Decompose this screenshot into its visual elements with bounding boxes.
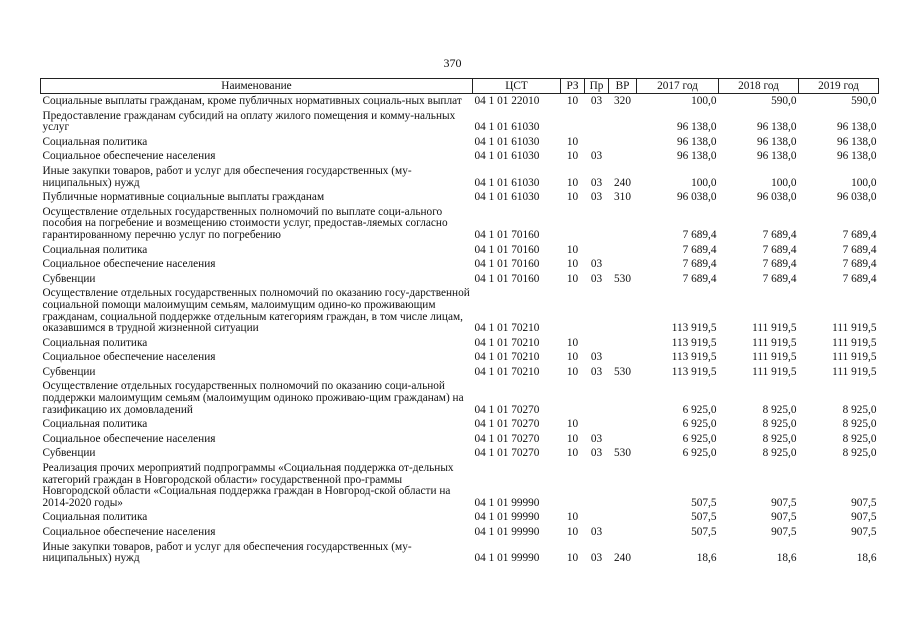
row-rz: 10	[566, 176, 579, 189]
row-cst: 04 1 01 70210	[474, 336, 540, 349]
row-rz: 10	[566, 432, 579, 445]
row-value-2018: 7 689,4	[762, 272, 797, 285]
row-pr	[585, 243, 609, 258]
table-row	[41, 336, 879, 351]
row-value-2017: 7 689,4	[682, 243, 717, 256]
row-name: Социальная политика	[42, 418, 148, 431]
table-row	[41, 272, 879, 287]
row-value-2017: 507,5	[691, 496, 717, 509]
row-cst: 04 1 01 99990	[474, 496, 540, 509]
row-value-2019: 7 689,4	[842, 243, 877, 256]
row-value-2017: 6 925,0	[682, 432, 717, 445]
row-value-2017: 96 038,0	[676, 191, 717, 204]
row-value-2019: 96 138,0	[836, 135, 877, 148]
row-value-2017: 96 138,0	[676, 150, 717, 163]
row-name: Осуществление отдельных государственных полномочий по выплате соци-ального пособия на погребение и возмещению стоимости услуг, предостав-ляемых согласно гарантированному перечню услуг по погребению	[42, 205, 448, 241]
table-row	[41, 540, 879, 566]
row-value-2019: 111 919,5	[832, 336, 877, 349]
row-name: Иные закупки товаров, работ и услуг для обеспечения государственных (му-ниципальных) нужд	[42, 540, 412, 565]
row-pr: 03	[590, 258, 603, 271]
row-pr: 03	[590, 191, 603, 204]
row-value-2018: 111 919,5	[752, 351, 797, 364]
page-number: 370	[443, 56, 462, 70]
row-name: Субвенции	[42, 365, 96, 378]
row-value-2019: 7 689,4	[842, 228, 877, 241]
row-value-2018: 96 138,0	[756, 150, 797, 163]
row-cst: 04 1 01 70160	[474, 228, 540, 241]
row-value-2018: 7 689,4	[762, 228, 797, 241]
row-cst: 04 1 01 70270	[474, 432, 540, 445]
row-vr	[609, 336, 637, 351]
row-pr: 03	[590, 526, 603, 538]
row-value-2019: 111 919,5	[832, 322, 877, 335]
row-name: Иные закупки товаров, работ и услуг для обеспечения государственных (му-ниципальных) нужд	[42, 164, 412, 189]
row-rz: 10	[566, 511, 579, 524]
row-value-2018: 590,0	[771, 95, 797, 107]
row-pr: 03	[590, 150, 603, 163]
row-value-2017: 18,6	[696, 552, 717, 565]
table-row	[41, 243, 879, 258]
table-header-row	[41, 79, 879, 94]
row-pr	[585, 417, 609, 432]
table-row	[41, 94, 879, 109]
row-cst: 04 1 01 61030	[474, 191, 540, 204]
row-value-2019: 8 925,0	[842, 447, 877, 460]
row-value-2018: 100,0	[771, 176, 797, 189]
row-value-2017: 113 919,5	[671, 365, 717, 378]
row-name: Социальная политика	[42, 135, 148, 148]
row-pr: 03	[590, 272, 603, 285]
row-value-2018: 907,5	[771, 496, 797, 509]
row-name: Социальное обеспечение населения	[42, 150, 216, 163]
row-value-2019: 18,6	[856, 552, 877, 565]
row-rz: 10	[566, 258, 579, 271]
table-row	[41, 510, 879, 525]
row-value-2019: 8 925,0	[842, 432, 877, 445]
table-row	[41, 379, 879, 417]
row-cst: 04 1 01 99990	[474, 552, 540, 565]
row-cst: 04 1 01 70270	[474, 403, 540, 416]
row-cst: 04 1 01 22010	[474, 95, 540, 107]
row-vr	[609, 135, 637, 150]
row-cst: 04 1 01 61030	[474, 135, 540, 148]
row-name: Реализация прочих мероприятий подпрограммы «Социальная поддержка от-дельных категорий граждан в Новгородской области» государственной про-граммы Новгородской области «Социальная поддержка граждан в Новгород-ской области на 2014-2020 годы»	[42, 462, 454, 509]
row-value-2019: 8 925,0	[842, 403, 877, 416]
row-value-2017: 96 138,0	[676, 121, 717, 134]
row-pr	[585, 379, 609, 417]
table-row	[41, 109, 879, 135]
header-rz: РЗ	[561, 79, 585, 94]
row-value-2018: 8 925,0	[762, 403, 797, 416]
row-value-2017: 6 925,0	[682, 447, 717, 460]
row-value-2018: 96 138,0	[756, 135, 797, 148]
table-row	[41, 257, 879, 272]
row-value-2017: 100,0	[691, 176, 717, 189]
row-name: Социальная политика	[42, 243, 148, 256]
row-vr	[609, 432, 637, 447]
row-value-2019: 96 138,0	[836, 121, 877, 134]
row-rz: 10	[566, 336, 579, 349]
row-name: Социальное обеспечение населения	[42, 351, 216, 364]
table-row	[41, 446, 879, 461]
row-value-2019: 111 919,5	[832, 365, 877, 378]
row-cst: 04 1 01 70210	[474, 322, 540, 335]
row-vr	[609, 350, 637, 365]
header-2017: 2017 год	[637, 79, 719, 94]
row-value-2017: 7 689,4	[682, 258, 717, 271]
row-pr: 03	[590, 365, 603, 378]
row-vr: 240	[614, 552, 631, 565]
row-rz: 10	[566, 95, 579, 107]
row-value-2017: 6 925,0	[682, 418, 717, 431]
row-value-2018: 18,6	[776, 552, 797, 565]
row-rz: 10	[566, 351, 579, 364]
row-value-2019: 96 038,0	[836, 191, 877, 204]
table-row	[41, 149, 879, 164]
table-row	[41, 461, 879, 510]
row-name: Осуществление отдельных государственных полномочий по оказанию соци-альной поддержки малоимущим семьям (малоимущим одиноко проживаю-щим гражданам) на газификацию их домовладений	[42, 380, 464, 416]
row-value-2018: 8 925,0	[762, 447, 797, 460]
row-pr: 03	[590, 95, 603, 107]
row-cst: 04 1 01 70210	[474, 351, 540, 364]
row-cst: 04 1 01 70270	[474, 418, 540, 431]
row-pr	[585, 286, 609, 335]
row-value-2019: 907,5	[851, 496, 877, 509]
header-2018: 2018 год	[719, 79, 799, 94]
row-pr: 03	[590, 432, 603, 445]
row-vr: 530	[614, 272, 631, 285]
row-cst: 04 1 01 70210	[474, 365, 540, 378]
row-name: Предоставление гражданам субсидий на оплату жилого помещения и комму-нальных услуг	[42, 109, 456, 134]
row-name: Осуществление отдельных государственных полномочий по оказанию госу-дарственной социальной помощи малоимущим семьям, малоимущим одино-ко проживающим гражданам, социальной поддержке отдельным категориям граждан, в том числе лицам, оказавшимся в трудной жизненной ситуации	[42, 287, 470, 335]
row-cst: 04 1 01 99990	[474, 526, 540, 538]
row-value-2018: 907,5	[771, 526, 797, 538]
row-rz	[561, 205, 585, 243]
row-vr	[609, 205, 637, 243]
row-pr	[585, 461, 609, 510]
table-row	[41, 135, 879, 150]
row-vr	[609, 461, 637, 510]
row-name: Социальная политика	[42, 511, 148, 524]
row-rz: 10	[566, 243, 579, 256]
row-rz: 10	[566, 272, 579, 285]
row-value-2017: 113 919,5	[671, 336, 717, 349]
row-pr: 03	[590, 176, 603, 189]
row-value-2017: 507,5	[691, 526, 717, 538]
row-rz	[561, 286, 585, 335]
row-value-2018: 7 689,4	[762, 243, 797, 256]
table-row	[41, 286, 879, 335]
row-vr: 530	[614, 365, 631, 378]
row-rz: 10	[566, 365, 579, 378]
row-value-2018: 96 038,0	[756, 191, 797, 204]
row-vr: 240	[614, 176, 631, 189]
row-rz: 10	[566, 552, 579, 565]
header-pr: Пр	[585, 79, 609, 94]
row-rz	[561, 379, 585, 417]
row-name: Субвенции	[42, 447, 96, 460]
row-pr	[585, 510, 609, 525]
header-vr: ВР	[609, 79, 637, 94]
row-value-2019: 7 689,4	[842, 258, 877, 271]
row-rz: 10	[566, 191, 579, 204]
row-value-2017: 100,0	[691, 95, 717, 107]
row-name: Социальное обеспечение населения	[42, 526, 216, 538]
header-2019: 2019 год	[799, 79, 879, 94]
row-rz: 10	[566, 135, 579, 148]
row-cst: 04 1 01 70160	[474, 258, 540, 271]
table-row	[41, 365, 879, 380]
row-pr	[585, 205, 609, 243]
row-vr	[609, 417, 637, 432]
row-value-2019: 907,5	[851, 511, 877, 524]
row-cst: 04 1 01 61030	[474, 121, 540, 134]
row-value-2018: 111 919,5	[752, 322, 797, 335]
row-name: Социальная политика	[42, 336, 148, 349]
row-value-2019: 111 919,5	[832, 351, 877, 364]
row-value-2018: 111 919,5	[752, 365, 797, 378]
row-cst: 04 1 01 70160	[474, 243, 540, 256]
row-pr	[585, 109, 609, 135]
row-value-2017: 113 919,5	[671, 322, 717, 335]
row-name: Публичные нормативные социальные выплаты гражданам	[42, 191, 325, 204]
table-row	[41, 205, 879, 243]
row-cst: 04 1 01 61030	[474, 150, 540, 163]
table-row	[41, 350, 879, 365]
row-value-2017: 7 689,4	[682, 272, 717, 285]
row-pr: 03	[590, 552, 603, 565]
row-vr: 320	[614, 95, 631, 107]
row-value-2019: 8 925,0	[842, 418, 877, 431]
row-vr: 310	[614, 191, 631, 204]
row-name: Социальное обеспечение населения	[42, 258, 216, 271]
row-pr: 03	[590, 447, 603, 460]
row-cst: 04 1 01 61030	[474, 176, 540, 189]
row-value-2017: 507,5	[691, 511, 717, 524]
row-name: Социальные выплаты гражданам, кроме публичных нормативных социаль-ных выплат	[42, 95, 462, 107]
row-vr	[609, 109, 637, 135]
row-rz: 10	[566, 150, 579, 163]
row-vr	[609, 525, 637, 540]
row-value-2019: 100,0	[851, 176, 877, 189]
row-value-2019: 907,5	[851, 526, 877, 538]
row-pr	[585, 135, 609, 150]
row-value-2017: 96 138,0	[676, 135, 717, 148]
row-value-2018: 907,5	[771, 511, 797, 524]
row-vr	[609, 379, 637, 417]
budget-table	[40, 78, 879, 566]
row-cst: 04 1 01 70160	[474, 272, 540, 285]
row-rz: 10	[566, 526, 579, 538]
row-value-2017: 6 925,0	[682, 403, 717, 416]
header-cst: ЦСТ	[473, 79, 561, 94]
table-row	[41, 432, 879, 447]
row-vr	[609, 149, 637, 164]
row-vr	[609, 286, 637, 335]
row-value-2019: 7 689,4	[842, 272, 877, 285]
table-row	[41, 164, 879, 190]
row-value-2019: 590,0	[851, 95, 877, 107]
row-pr	[585, 336, 609, 351]
row-value-2018: 96 138,0	[756, 121, 797, 134]
row-rz	[561, 109, 585, 135]
row-rz	[561, 461, 585, 510]
row-pr: 03	[590, 351, 603, 364]
row-value-2019: 96 138,0	[836, 150, 877, 163]
row-value-2018: 7 689,4	[762, 258, 797, 271]
row-vr: 530	[614, 447, 631, 460]
table-row	[41, 525, 879, 540]
row-value-2017: 113 919,5	[671, 351, 717, 364]
header-name: Наименование	[41, 79, 473, 94]
row-name: Субвенции	[42, 272, 96, 285]
table-row	[41, 417, 879, 432]
row-value-2018: 8 925,0	[762, 432, 797, 445]
row-rz: 10	[566, 447, 579, 460]
row-value-2018: 8 925,0	[762, 418, 797, 431]
row-vr	[609, 243, 637, 258]
row-rz: 10	[566, 418, 579, 431]
row-cst: 04 1 01 70270	[474, 447, 540, 460]
row-value-2018: 111 919,5	[752, 336, 797, 349]
row-vr	[609, 257, 637, 272]
row-value-2017: 7 689,4	[682, 228, 717, 241]
table-row	[41, 190, 879, 205]
row-name: Социальное обеспечение населения	[42, 432, 216, 445]
row-vr	[609, 510, 637, 525]
row-cst: 04 1 01 99990	[474, 511, 540, 524]
